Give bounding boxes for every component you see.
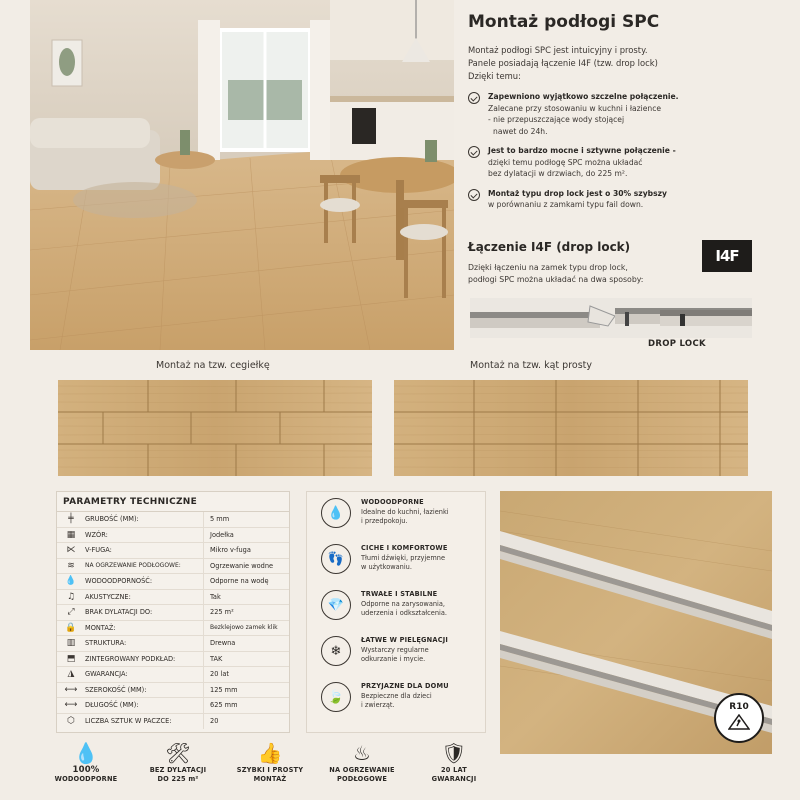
bottom-icon-row [40, 740, 500, 800]
feature-title: ŁATWE W PIELĘGNACJI [361, 636, 449, 644]
tools-icon: 🛠 [165, 741, 191, 765]
table-row [57, 698, 289, 714]
table-row [57, 621, 289, 637]
heating-icon: ≋ [67, 560, 75, 571]
bottom-feature-line: BEZ DYLATACJI [149, 766, 207, 774]
bottom-feature-line: WODOODPORNE [54, 775, 118, 783]
benefit-title: Zapewniono wyjątkowo szczelne połączenie. [488, 92, 679, 101]
underlay-icon: ⬒ [66, 653, 76, 664]
feature-title: CICHE I KOMFORTOWE [361, 544, 448, 552]
page-title: Montaż podłogi SPC [468, 12, 660, 32]
bottom-feature [40, 740, 132, 800]
table-row [57, 652, 289, 668]
param-value: 20 [203, 714, 289, 730]
param-value: Jodełka [203, 528, 289, 543]
benefit-item [468, 188, 778, 211]
feature-item [307, 584, 485, 630]
feature-desc: uderzenia i odkształcenia. [361, 609, 447, 617]
brick-pattern-label: Montaż na tzw. cegiełkę [156, 360, 270, 371]
bottom-feature-line: PODŁOGOWE [336, 775, 388, 783]
param-value: Drewna [203, 636, 289, 651]
param-value: Odporne na wodę [203, 574, 289, 589]
feature-desc: i przedpokoju. [361, 517, 408, 525]
shield-check-icon: 🛡 [441, 741, 467, 765]
param-name: MONTAŻ: [85, 623, 116, 632]
lock-description [468, 262, 668, 285]
water-drop-icon: 💧 [65, 576, 77, 587]
feature-desc: Odporne na zarysowania, [361, 600, 446, 608]
benefit-item [468, 145, 778, 180]
thumbs-up-icon: 👍 [257, 741, 283, 765]
param-name: WODOODPORNOŚĆ: [85, 577, 153, 586]
leaf-icon: 🍃 [321, 682, 351, 712]
feature-title: TRWAŁE I STABILNE [361, 590, 438, 598]
feature-item [307, 676, 485, 722]
param-value: 225 m² [203, 605, 289, 620]
param-name: DŁUGOŚĆ (MM): [85, 701, 139, 710]
param-name: BRAK DYLATACJI DO: [85, 608, 153, 617]
drop-lock-illustration [470, 298, 752, 338]
bottom-feature-line: GWARANCJI [431, 775, 477, 783]
table-row [57, 574, 289, 590]
table-row [57, 543, 289, 559]
param-value: Tak [203, 590, 289, 605]
slip-warning-icon [728, 714, 750, 730]
bottom-feature-line: MONTAŻ [253, 775, 287, 783]
width-icon: ⟷ [64, 684, 78, 695]
feature-desc: Wystarczy regularne [361, 646, 429, 654]
table-row [57, 667, 289, 683]
benefit-line: nawet do 24h. [493, 126, 548, 136]
table-row [57, 512, 289, 528]
bottom-feature [224, 740, 316, 800]
room-illustration [30, 0, 454, 350]
feature-desc: i zwierząt. [361, 701, 395, 709]
param-name: GRUBOŚĆ (MM): [85, 515, 139, 524]
param-name: WZÓR: [85, 530, 108, 539]
param-name: ZINTEGROWANY PODKŁAD: [85, 654, 176, 663]
diamond-icon: 💎 [321, 590, 351, 620]
check-circle-icon [468, 92, 480, 104]
lock-icon: 🔒 [65, 622, 77, 633]
param-name: SZEROKOŚĆ (MM): [85, 685, 147, 694]
benefit-line: w porównaniu z zamkami typu fail down. [488, 200, 644, 209]
param-value: TAK [203, 652, 289, 667]
lock-desc-line: Dzięki łączeniu na zamek typu drop lock, [468, 263, 628, 272]
param-value: 20 lat [203, 667, 289, 682]
params-title: PARAMETRY TECHNICZNE [57, 492, 289, 512]
bottom-feature-line: 100% [72, 765, 100, 775]
expansion-icon: ⤢ [67, 607, 75, 618]
quiet-foot-icon: 👣 [321, 544, 351, 574]
bottom-feature [408, 740, 500, 800]
thickness-icon: ╪ [68, 514, 74, 525]
warranty-icon: ◮ [67, 669, 75, 680]
table-row [57, 605, 289, 621]
benefits-list [468, 91, 778, 211]
bottom-feature-line: DO 225 m² [157, 775, 199, 783]
feature-desc: odkurzanie i mycie. [361, 655, 426, 663]
param-value: Mikro v-fuga [203, 543, 289, 558]
pattern-icon: ▦ [66, 529, 76, 540]
feature-desc: w użytkowaniu. [361, 563, 412, 571]
param-name: GWARANCJA: [85, 670, 128, 679]
table-row [57, 559, 289, 575]
table-row [57, 590, 289, 606]
v-groove-icon: ⋉ [66, 545, 76, 556]
lock-title: Łączenie I4F (drop lock) [468, 240, 631, 254]
param-name: V-FUGA: [85, 546, 112, 555]
param-value: 5 mm [203, 512, 289, 527]
benefit-item [468, 91, 778, 137]
bottom-feature-line: SZYBKI I PROSTY [236, 766, 304, 774]
box-icon: ⬡ [67, 716, 75, 727]
lock-desc-line: podłogi SPC można układać na dwa sposoby: [468, 274, 644, 284]
bottom-feature-line: 20 LAT [441, 766, 467, 774]
bottom-feature [316, 740, 408, 800]
param-name: LICZBA SZTUK W PACZCE: [85, 717, 172, 726]
benefit-line: - nie przepuszczające wody stojącej [488, 115, 625, 124]
water-drop-icon: 💧 [321, 498, 351, 528]
intro-section [468, 12, 778, 211]
benefit-line: dzięki temu podłogę SPC można układać [488, 157, 643, 167]
feature-desc: Idealne do kuchni, łazienki [361, 508, 449, 516]
drop-lock-label: DROP LOCK [648, 339, 706, 349]
table-row [57, 636, 289, 652]
i4f-logo: I4F [702, 240, 752, 272]
bottom-feature [132, 740, 224, 800]
intro-lead-line: Dzięki temu: [468, 71, 521, 81]
table-row [57, 528, 289, 544]
structure-icon: ▥ [66, 638, 76, 649]
feature-desc: Bezpieczne dla dzieci [361, 692, 432, 700]
table-row [57, 683, 289, 699]
benefit-title: Montaż typu drop lock jest o 30% szybszy [488, 188, 667, 198]
benefit-line: bez dylatacji w drzwiach, do 225 m². [488, 169, 628, 178]
benefit-title: Jest to bardzo mocne i sztywne połączenie - [488, 146, 676, 155]
table-row [57, 714, 289, 730]
feature-desc: Tłumi dźwięki, przyjemne [361, 554, 446, 562]
check-circle-icon [468, 146, 480, 158]
brick-pattern-swatch [58, 380, 372, 476]
params-rows [57, 512, 289, 729]
feature-item [307, 492, 485, 538]
technical-parameters [56, 491, 290, 733]
benefit-line: Zalecane przy stosowaniu w kuchni i łazience [488, 103, 662, 113]
bottom-feature-line: NA OGRZEWANIE [329, 766, 395, 774]
param-value: Bezklejowo zamek klik [203, 621, 289, 636]
param-value: Ogrzewanie wodne [203, 559, 289, 574]
intro-lead-line: Montaż podłogi SPC jest intuicyjny i prosty. [468, 45, 648, 55]
room-photo [30, 0, 454, 350]
right-angle-pattern-label: Montaż na tzw. kąt prosty [470, 360, 592, 371]
intro-lead-line: Panele posiadają łączenie I4F (tzw. drop lock) [468, 58, 658, 68]
r10-label: R10 [729, 702, 749, 712]
floor-heating-icon: ♨ [353, 741, 371, 765]
check-circle-icon [468, 189, 480, 201]
param-name: STRUKTURA: [85, 639, 127, 648]
param-name: AKUSTYCZNE: [85, 592, 131, 601]
param-name: NA OGRZEWANIE PODŁOGOWE: [85, 562, 181, 570]
acoustic-icon: ♫ [66, 591, 76, 602]
snowflake-icon: ❄ [321, 636, 351, 666]
r10-slip-badge [714, 693, 764, 743]
right-angle-pattern-swatch [394, 380, 748, 476]
param-value: 125 mm [203, 683, 289, 698]
features-list [306, 491, 486, 733]
param-value: 625 mm [203, 698, 289, 713]
water-drop-icon: 💧 [73, 741, 99, 765]
intro-lead [468, 44, 778, 83]
feature-title: PRZYJAZNE DLA DOMU [361, 682, 449, 690]
feature-title: WODOODPORNE [361, 498, 424, 506]
feature-item [307, 630, 485, 676]
feature-item [307, 538, 485, 584]
length-icon: ⟷ [64, 700, 78, 711]
